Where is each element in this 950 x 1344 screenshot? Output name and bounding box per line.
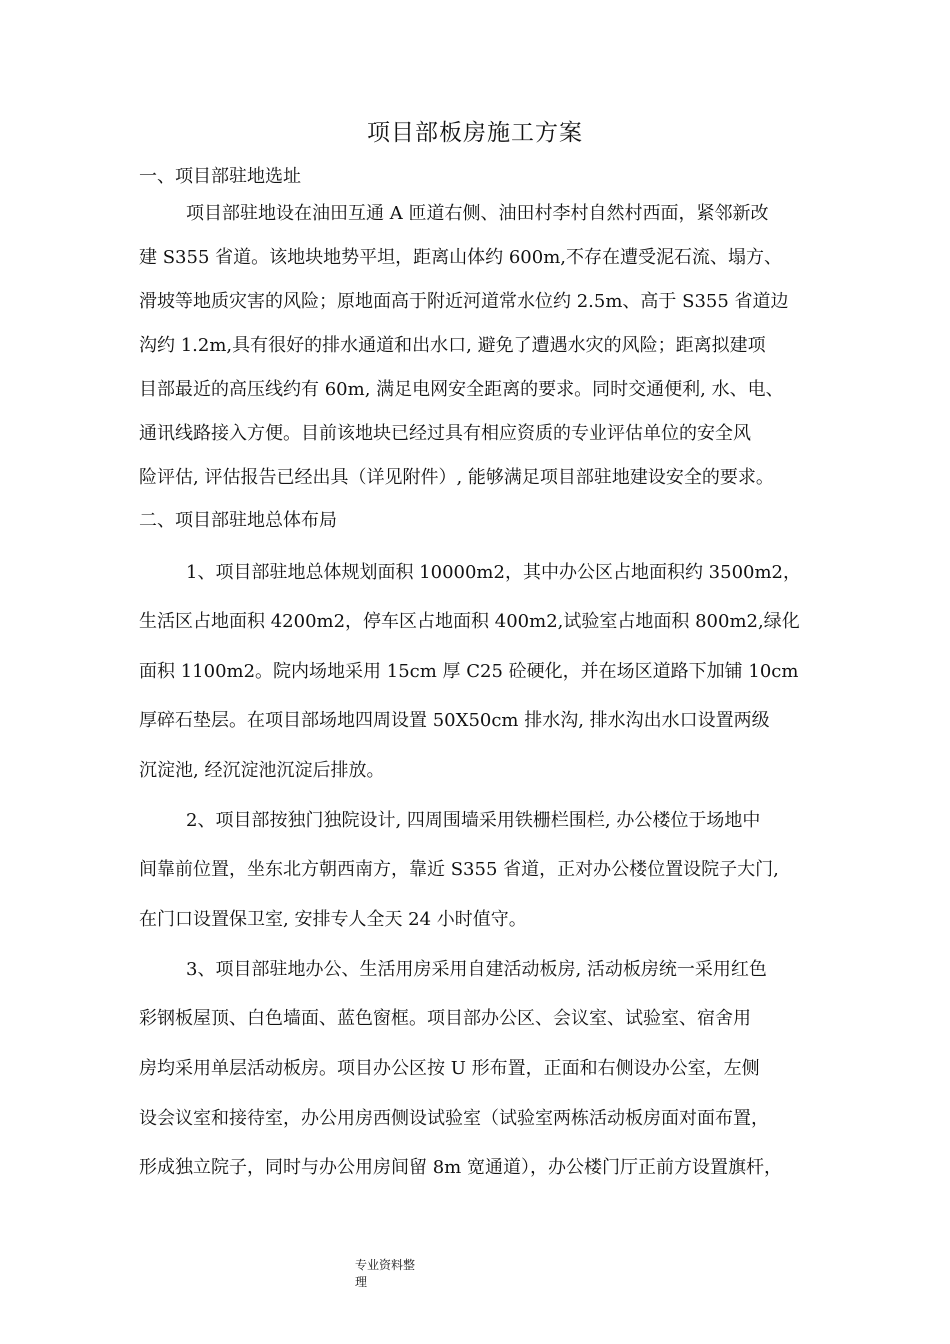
- paragraph-line: 房均采用单层活动板房。项目办公区按 U 形布置，正面和右侧设办公室，左侧: [139, 1058, 760, 1079]
- paragraph-line: 2、项目部按独门独院设计, 四周围墙采用铁栅栏围栏, 办公楼位于场地中: [186, 810, 761, 831]
- paragraph-line: 在门口设置保卫室, 安排专人全天 24 小时值守。: [139, 909, 527, 930]
- paragraph-line: 1、项目部驻地总体规划面积 10000m2，其中办公区占地面积约 3500m2，: [186, 562, 802, 583]
- paragraph-line: 间靠前位置，坐东北方朝西南方，靠近 S355 省道，正对办公楼位置设院子大门,: [139, 859, 779, 880]
- paragraph-line: 彩钢板屋顶、白色墙面、蓝色窗框。项目部办公区、会议室、试验室、宿舍用: [139, 1008, 751, 1029]
- paragraph-line: 面积 1100m2。院内场地采用 15cm 厚 C25 砼硬化，并在场区道路下加铺 10cm: [139, 661, 799, 682]
- paragraph-line: 滑坡等地质灾害的风险；原地面高于附近河道常水位约 2.5m、高于 S355 省道边: [139, 291, 789, 312]
- paragraph-line: 形成独立院子，同时与办公用房间留 8m 宽通道），办公楼门厅正前方设置旗杆，: [139, 1157, 782, 1178]
- paragraph-line: 通讯线路接入方便。目前该地块已经过具有相应资质的专业评估单位的安全风: [139, 423, 751, 444]
- paragraph-line: 厚碎石垫层。在项目部场地四周设置 50X50cm 排水沟, 排水沟出水口设置两级: [139, 710, 770, 731]
- page-title: 项目部板房施工方案: [367, 120, 583, 146]
- paragraph-line: 沉淀池, 经沉淀池沉淀后排放。: [139, 760, 385, 781]
- paragraph-line: 建 S355 省道。该地块地势平坦，距离山体约 600m,不存在遭受泥石流、塌方、: [139, 247, 782, 268]
- section-heading-site-selection: 一、项目部驻地选址: [139, 166, 301, 187]
- footer-line: 专业资料整: [355, 1258, 416, 1272]
- paragraph-line: 目部最近的高压线约有 60m, 满足电网安全距离的要求。同时交通便利, 水、电、: [139, 379, 784, 400]
- paragraph-line: 沟约 1.2m,具有很好的排水通道和出水口, 避免了遭遇水灾的风险；距离拟建项: [139, 335, 766, 356]
- paragraph-line: 设会议室和接待室，办公用房西侧设试验室（试验室两栋活动板房面对面布置，: [139, 1108, 769, 1129]
- section-heading-overall-layout: 二、项目部驻地总体布局: [139, 510, 337, 531]
- footer-line: 理: [355, 1275, 368, 1289]
- paragraph-line: 险评估, 评估报告已经出具（详见附件）, 能够满足项目部驻地建设安全的要求。: [139, 467, 774, 488]
- paragraph-line: 3、项目部驻地办公、生活用房采用自建活动板房, 活动板房统一采用红色: [186, 959, 767, 980]
- paragraph-line: 项目部驻地设在油田互通 A 匝道右侧、油田村李村自然村西面，紧邻新改: [186, 203, 769, 224]
- paragraph-line: 生活区占地面积 4200m2，停车区占地面积 400m2,试验室占地面积 800m2,绿化: [139, 611, 800, 632]
